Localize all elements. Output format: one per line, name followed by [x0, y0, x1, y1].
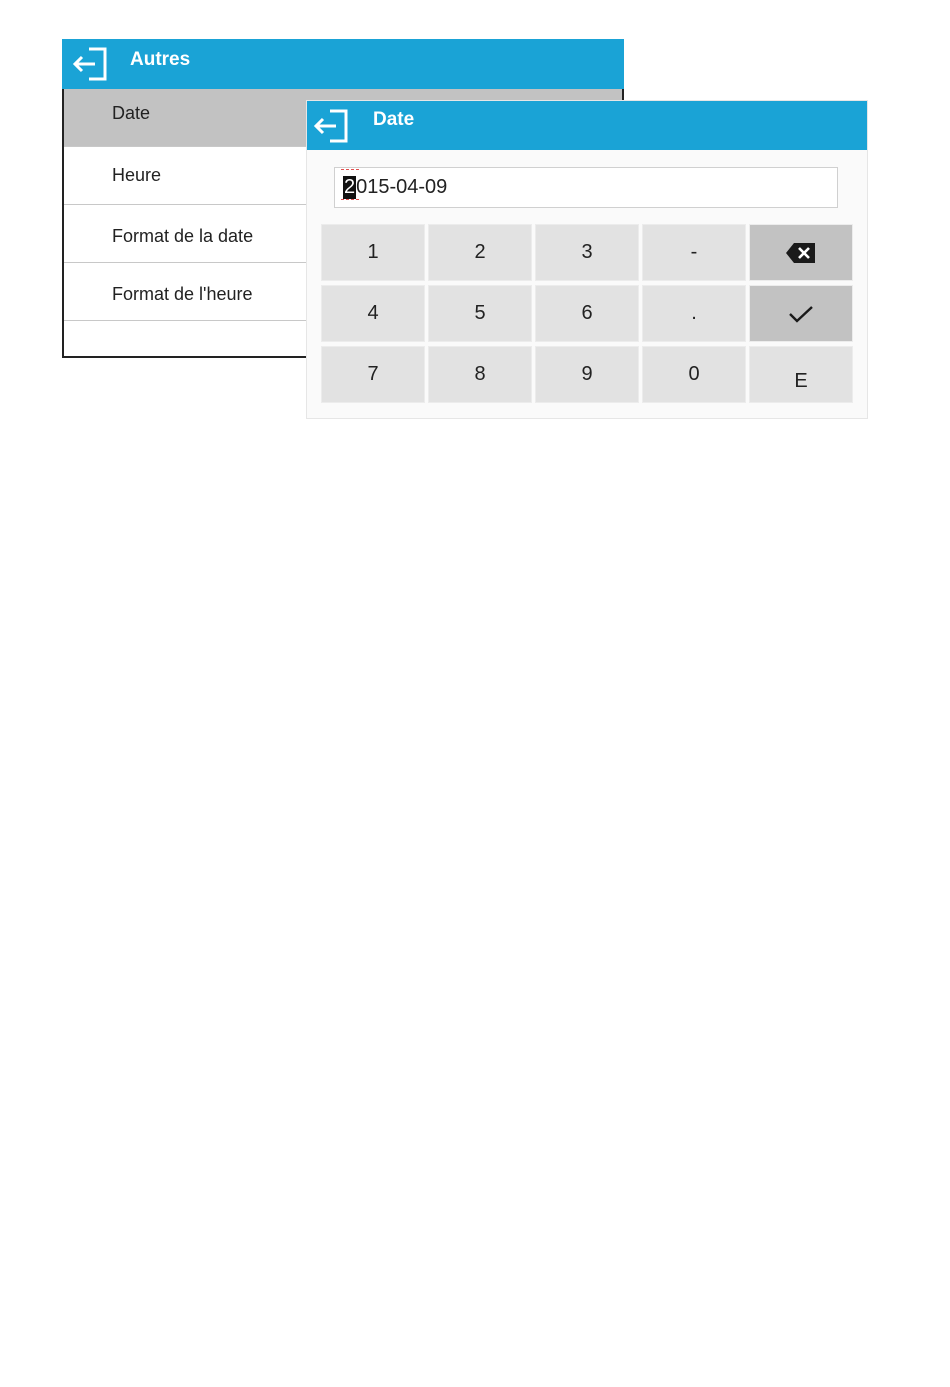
key-9[interactable]: 9 [535, 346, 639, 403]
key-dash[interactable]: - [642, 224, 746, 281]
menu-item-label: Date [112, 103, 151, 123]
back-exit-icon[interactable] [309, 106, 357, 146]
numeric-keypad [321, 224, 853, 403]
menu-title-bar [62, 39, 624, 89]
menu-item-label: Heure [112, 165, 162, 185]
key-0[interactable]: 0 [642, 346, 746, 403]
key-3[interactable]: 3 [535, 224, 639, 281]
text-cursor: 2 [344, 176, 356, 198]
back-exit-icon[interactable] [68, 44, 116, 84]
date-input-field[interactable] [334, 167, 838, 208]
backspace-icon [785, 242, 817, 264]
key-5[interactable]: 5 [428, 285, 532, 342]
date-dialog-title: Date [373, 108, 415, 130]
date-dialog [307, 101, 867, 418]
key-dot[interactable]: . [642, 285, 746, 342]
key-e[interactable]: E [749, 346, 853, 403]
menu-title: Autres [130, 49, 191, 70]
menu-item-label: Format de la date [112, 226, 254, 246]
check-icon [788, 304, 814, 324]
confirm-button[interactable] [749, 285, 853, 342]
key-8[interactable]: 8 [428, 346, 532, 403]
backspace-button[interactable] [749, 224, 853, 281]
menu-item-label: Format de l'heure [112, 284, 253, 304]
key-1[interactable]: 1 [321, 224, 425, 281]
date-dialog-title-bar [307, 101, 867, 150]
key-4[interactable]: 4 [321, 285, 425, 342]
key-2[interactable]: 2 [428, 224, 532, 281]
date-input-value: 015-04-09 [356, 176, 448, 198]
key-7[interactable]: 7 [321, 346, 425, 403]
key-6[interactable]: 6 [535, 285, 639, 342]
